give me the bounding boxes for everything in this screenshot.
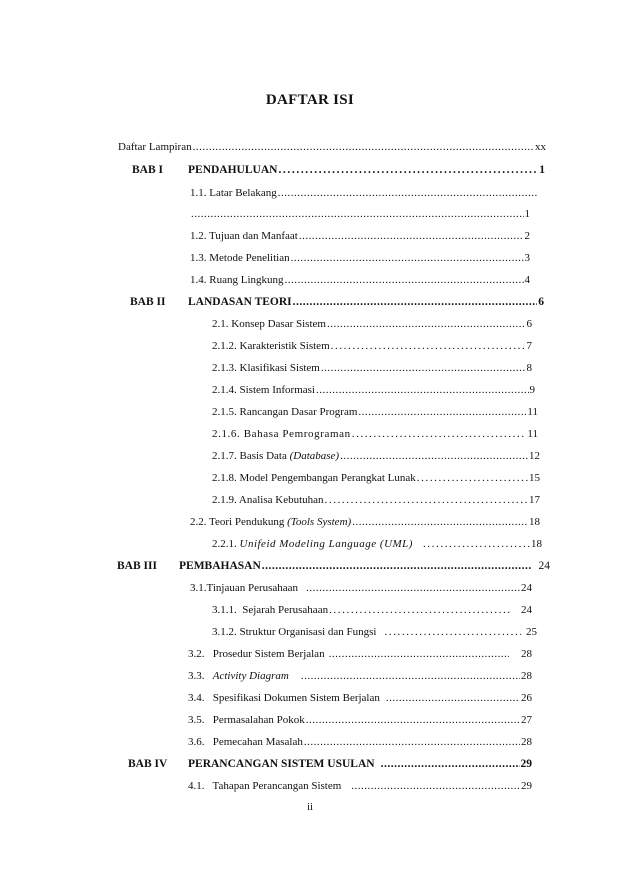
toc-entry-2-1-4[interactable] [212, 382, 535, 398]
leader-dots [299, 228, 524, 244]
chapter-label: BAB II [130, 296, 166, 308]
leader-dots [381, 756, 520, 772]
toc-entry-2-1-3[interactable] [212, 360, 532, 376]
toc-entry-text: 3.5. Permasalahan Pokok [188, 714, 305, 726]
toc-entry-text: 2.1.8. Model Pengembangan Perangkat Lunak [212, 472, 416, 484]
toc-entry-text: LANDASAN TEORI [188, 296, 292, 308]
toc-entry-text: 3.4. Spesifikasi Dokumen Sistem Berjalan [188, 692, 380, 704]
toc-entry-text: PENDAHULUAN [188, 164, 278, 176]
toc-entry-2-1-7[interactable] [212, 448, 540, 464]
toc-entry-3-4[interactable] [188, 690, 532, 706]
toc-entry-text: Daftar Lampiran [118, 141, 192, 153]
toc-entry-4-1[interactable] [188, 778, 532, 794]
toc-entry-1-1[interactable] [190, 185, 538, 201]
toc-entry-text: 2.1.5. Rancangan Dasar Program [212, 406, 358, 418]
toc-entry-page: 2 [524, 230, 530, 242]
toc-entry-bab-1[interactable] [132, 162, 545, 178]
toc-entry-text: 3.1.2. Struktur Organisasi dan Fungsi [212, 626, 377, 638]
toc-entry-3-1-2[interactable] [212, 624, 537, 640]
toc-entry-2-1-6[interactable] [212, 426, 538, 442]
leader-dots [301, 668, 520, 684]
toc-entry-2-1[interactable] [212, 316, 532, 332]
leader-dots [278, 185, 537, 201]
toc-entry-text: 2.1.7. Basis Data (Database) [212, 450, 340, 462]
toc-entry-text: 2.1.6. Bahasa Pemrograman [212, 428, 351, 440]
toc-entry-page: 15 [529, 472, 540, 484]
toc-entry-3-5[interactable] [188, 712, 532, 728]
toc-entry-page: 29 [521, 780, 532, 792]
toc-entry-page: 9 [529, 384, 535, 396]
toc-entry-text: PEMBAHASAN [179, 560, 261, 572]
toc-entry-page: 28 [521, 736, 532, 748]
toc-entry-2-1-5[interactable] [212, 404, 538, 420]
leader-dots [417, 470, 528, 486]
toc-entry-page: 27 [521, 714, 532, 726]
toc-entry-page: 1 [524, 208, 530, 220]
leader-dots [306, 712, 520, 728]
leader-dots [193, 139, 534, 155]
leader-dots [352, 426, 527, 442]
toc-entry-1-2[interactable] [190, 228, 530, 244]
toc-entry-text: 2.1.9. Analisa Kebutuhan [212, 494, 324, 506]
leader-dots [386, 690, 520, 706]
toc-entry-3-6[interactable] [188, 734, 532, 750]
toc-entry-page: 28 [521, 670, 532, 682]
leader-dots [423, 536, 530, 552]
chapter-label: BAB III [117, 560, 157, 572]
toc-entry-page: 24 [538, 560, 550, 572]
toc-entry-text: 4.1. Tahapan Perancangan Sistem [188, 780, 342, 792]
toc-entry-3-1[interactable] [190, 580, 532, 596]
leader-dots [316, 382, 529, 398]
toc-entry-text: 3.6. Pemecahan Masalah [188, 736, 303, 748]
chapter-label: BAB I [132, 164, 163, 176]
chapter-label: BAB IV [128, 758, 168, 770]
toc-entry-bab-3[interactable] [117, 558, 550, 574]
toc-entry-text: 2.1. Konsep Dasar Sistem [212, 318, 326, 330]
toc-entry-text: 2.1.2. Karakteristik Sistem [212, 340, 330, 352]
leader-dots [331, 338, 526, 354]
toc-entry-page: 7 [526, 340, 532, 352]
toc-entry-page: xx [535, 141, 546, 153]
toc-entry-text: 3.2. Prosedur Sistem Berjalan [188, 648, 325, 660]
toc-entry-2-1-2[interactable] [212, 338, 532, 354]
toc-entry-page: 24 [521, 582, 532, 594]
page-title: DAFTAR ISI [265, 92, 355, 108]
toc-entry-2-1-9[interactable] [212, 492, 540, 508]
toc-entry-text: 2.1.4. Sistem Informasi [212, 384, 315, 396]
leader-dots [304, 734, 520, 750]
toc-entry-1-4[interactable] [190, 272, 530, 288]
leader-dots [358, 404, 526, 420]
leader-dots [385, 624, 522, 640]
leader-dots [327, 316, 526, 332]
toc-entry-bab-2[interactable] [130, 294, 544, 310]
toc-entry-text: 2.2.1. Unifeid Modeling Language (UML) [212, 538, 413, 550]
toc-entry-page: 8 [526, 362, 532, 374]
toc-entry-bab-4[interactable] [128, 756, 532, 772]
leader-dots [321, 360, 526, 376]
toc-entry-2-2-1[interactable] [212, 536, 542, 552]
toc-entry-page: 4 [524, 274, 530, 286]
leader-dots [285, 272, 524, 288]
toc-entry-text: 1.2. Tujuan dan Manfaat [190, 230, 298, 242]
toc-entry-page: 6 [526, 318, 532, 330]
toc-entry-page: 18 [529, 516, 540, 528]
leader-dots [293, 294, 538, 310]
leader-dots [191, 206, 524, 222]
toc-entry-page: 11 [527, 406, 538, 418]
toc-entry-text: 1.1. Latar Belakang [190, 187, 277, 199]
toc-entry-page: 18 [531, 538, 542, 550]
toc-entry-page: 26 [521, 692, 532, 704]
leader-dots [325, 492, 528, 508]
toc-entry-text: 3.1.1. Sejarah Perusahaan [212, 604, 329, 616]
leader-dots [329, 646, 509, 662]
toc-entry-3-3[interactable] [188, 668, 532, 684]
toc-entry-1-3[interactable] [190, 250, 530, 266]
toc-entry-text: 1.3. Metode Penelitian [190, 252, 290, 264]
toc-entry-page: 28 [521, 648, 532, 660]
toc-entry-page: 17 [529, 494, 540, 506]
leader-dots [291, 250, 524, 266]
toc-entry-1-1-continued[interactable] [190, 206, 530, 222]
toc-entry-page: 24 [521, 604, 532, 616]
leader-dots [340, 448, 528, 464]
toc-entry-page: 12 [529, 450, 540, 462]
leader-dots [262, 558, 531, 574]
toc-entry-text: 3.1.Tinjauan Perusahaan [190, 582, 299, 594]
toc-entry-text: PERANCANGAN SISTEM USULAN [188, 758, 375, 770]
toc-entry-text: 2.1.3. Klasifikasi Sistem [212, 362, 320, 374]
toc-entry-text: 3.3. Activity Diagram [188, 670, 289, 682]
toc-entry-daftar-lampiran[interactable] [118, 139, 546, 155]
leader-dots [352, 514, 528, 530]
toc-entry-2-2[interactable] [190, 514, 540, 530]
leader-dots [306, 580, 520, 596]
leader-dots [329, 602, 511, 618]
toc-entry-page: 25 [526, 626, 537, 638]
toc-entry-page: 3 [524, 252, 530, 264]
page-number: ii [306, 801, 314, 813]
toc-entry-page: 11 [527, 428, 538, 440]
leader-dots [278, 162, 538, 178]
toc-entry-page: 29 [520, 758, 532, 770]
toc-entry-3-1-1[interactable] [212, 602, 532, 618]
toc-entry-text: 2.2. Teori Pendukung (Tools System) [190, 516, 352, 528]
toc-entry-text: 1.4. Ruang Lingkung [190, 274, 284, 286]
toc-entry-page: 6 [538, 296, 544, 308]
toc-entry-3-2[interactable] [188, 646, 532, 662]
toc-entry-2-1-8[interactable] [212, 470, 540, 486]
toc-entry-page: 1 [539, 164, 545, 176]
leader-dots [351, 778, 520, 794]
